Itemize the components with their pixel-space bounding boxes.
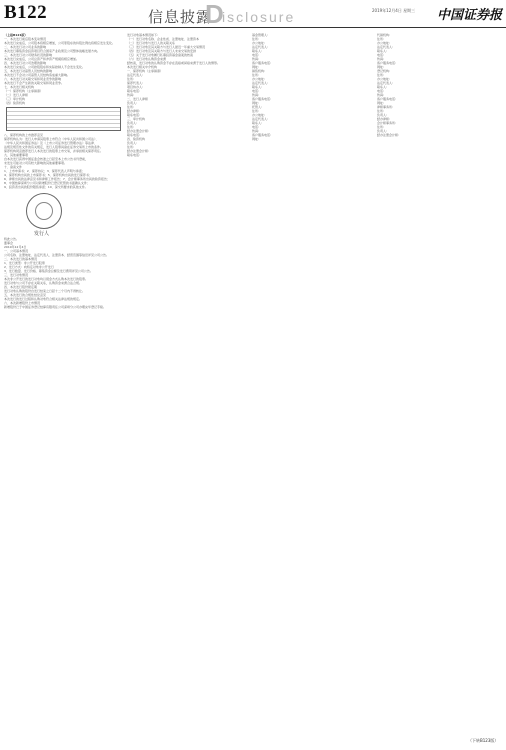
text-line: 托管人：	[252, 105, 265, 109]
text-line: 会计师事务所：	[377, 121, 399, 125]
text-line: 二、本次发行对公司业务的影响	[4, 45, 47, 49]
text-line: （一）保荐机构（主承销商）	[4, 89, 44, 93]
text-line: 住所：	[377, 109, 387, 113]
text-line: （六）发行对象认购资金来源	[127, 57, 167, 61]
section-title: 信息披露	[148, 8, 213, 26]
text-line: 联系人：	[252, 49, 265, 53]
text-line: 新增股份已于中国证券登记结算有限责任公司深圳分公司办理完毕登记手续。	[4, 305, 107, 309]
text-line: 联系人：	[252, 121, 265, 125]
text-line: 三、发行对象情况	[4, 273, 29, 277]
text-line: 法定代表人：	[252, 117, 271, 121]
text-line: 联系电话：	[127, 89, 143, 93]
page-header	[0, 0, 506, 28]
text-line: 客户服务电话：	[252, 133, 274, 137]
text-line: 传真：	[252, 93, 262, 97]
text-line: 住所：	[127, 77, 137, 81]
text-line: 联系电话：	[127, 153, 143, 157]
text-line: （四）发行对象及其关联方与发行人未来交易的安排	[127, 49, 197, 53]
continued-to-note: （下转B123版）	[468, 738, 499, 743]
text-line: 负责人：	[127, 141, 140, 145]
text-line: （三）发行对象及其关联方与发行人最近一年重大交易情况	[127, 45, 206, 49]
text-line: 电话：	[252, 89, 262, 93]
text-line: 1、发行类型：非公开发行股票	[4, 261, 45, 265]
text-line: 2019年12月4日	[4, 245, 27, 249]
text-line: 自本次发行获得中国证监会核准之日起至本上市公告书刊登前，	[4, 157, 89, 161]
text-line: （一）发行对象名称、企业性质、注册地址、注册资本	[127, 37, 200, 41]
text-line: （二）发行对象与发行人的关联关系	[127, 41, 176, 45]
text-line: 8、中国结算深圳分公司对新增股份已登记托管的书面确认文件；	[4, 181, 90, 185]
continued-from-note: （上接B121版）	[4, 33, 28, 37]
text-line: （二）发行人律师	[4, 93, 29, 97]
text-line: 6、律师出具的法律意见书和律师工作报告；7、会计师事务所出具的验资报告；	[4, 177, 110, 181]
text-line: 本次非公开发行的发行对象均以现金方式认购本次发行的股票。	[4, 277, 89, 281]
text-line: 十、备查文件	[4, 165, 23, 169]
text-line: 住所：	[127, 145, 137, 149]
text-line: 负责人：	[377, 113, 390, 117]
signature-label: 发行人	[34, 231, 50, 237]
text-line: 传真：	[252, 129, 262, 133]
text-line: 三、审计机构	[127, 117, 146, 121]
text-line: 一、本次发行前后股本变动情况	[4, 37, 47, 41]
text-line: 本次发行完成后，公司股本将相应增加，公司原股东的持股比例也将相应发生变化。	[4, 41, 116, 45]
text-line: 联系人：	[252, 85, 265, 89]
text-line: 2、发行方式：向特定对象非公开发行	[4, 265, 54, 269]
company-seal-stamp	[26, 193, 62, 229]
text-line: 客户服务电话：	[252, 61, 274, 65]
text-line: 经办注册会计师：	[127, 149, 152, 153]
column-1-text-c	[4, 237, 123, 309]
text-line: （三）审计机构	[4, 97, 26, 101]
text-line: 五、本次发行的合规性结论意见	[4, 293, 47, 297]
text-line: 办公地址：	[377, 41, 393, 45]
text-line: 住所：	[377, 125, 387, 129]
text-line: 电话：	[252, 53, 262, 57]
disclosure-table	[6, 107, 121, 131]
text-line: 保荐机构同意推荐发行人本次发行的股票上市交易，并承担相关保荐责任。	[4, 149, 104, 153]
text-line: 二、发行人律师	[127, 97, 149, 101]
text-line: 本次发行完成后，公司总资产和净资产规模将相应增加。	[4, 57, 80, 61]
text-line: 本次发行募集资金投资项目符合国家产业政策及公司整体战略发展方向。	[4, 49, 101, 53]
text-line: 保荐代表人：	[127, 81, 146, 85]
text-line: 销售机构：	[252, 69, 268, 73]
text-line: 发行对象认购的股份自发行结束之日起十二个月内不得转让。	[4, 289, 86, 293]
text-line: 发行对象与公司不存在关联关系，认购资金来源合法合规。	[4, 281, 83, 285]
column-1	[4, 33, 123, 737]
column-2	[127, 33, 248, 737]
text-line: 三、本次发行对公司财务状况的影响	[4, 53, 53, 57]
text-line: 办公地址：	[252, 77, 268, 81]
text-line: 本次发行的发行过程和认购对象符合相关法律法规的规定。	[4, 297, 83, 301]
text-line: 二、本次发行的基本情况	[4, 257, 38, 261]
text-line: 一、保荐机构（主承销商）	[127, 69, 164, 73]
newspaper-name: 中国证券报	[437, 8, 503, 23]
text-line: 客户服务电话：	[377, 97, 399, 101]
text-line: 住所：	[252, 109, 262, 113]
text-line: 电话：	[252, 125, 262, 129]
text-line: 基金管理人：	[252, 33, 271, 37]
text-line: 办公地址：	[252, 113, 268, 117]
text-line: 董事会	[4, 241, 14, 245]
text-line: 联系人：	[377, 49, 390, 53]
text-line: 《中华人民共和国证券法》及《上市公司证券发行管理办法》等法律、	[4, 141, 98, 145]
text-line: 联系人：	[377, 85, 390, 89]
text-line: 律师事务所：	[377, 105, 396, 109]
section-en-title: isclosure	[222, 9, 296, 25]
text-line: 住所：	[377, 73, 387, 77]
text-line: 经办律师：	[377, 117, 393, 121]
text-line: 本次发行相关中介机构	[127, 65, 158, 69]
text-line: 法定代表人：	[127, 73, 146, 77]
text-line: 网址：	[377, 65, 387, 69]
text-line: 住所：	[127, 125, 137, 129]
text-line: （四）验资机构	[4, 101, 26, 105]
text-line: 六、本次发行对关联交易和同业竞争的影响	[4, 77, 62, 81]
section-en-initial: D	[205, 0, 224, 29]
text-line: 传真：	[377, 57, 387, 61]
text-line: 九、其他重要事项	[4, 153, 29, 157]
text-line: 法定代表人：	[377, 45, 396, 49]
text-line: 住所：	[377, 37, 387, 41]
text-line: （五）关于发行对象履行私募投资基金备案的核查	[127, 53, 194, 57]
text-line: 9、投资者出具的股份限售承诺；10、深交所要求的其他文件。	[4, 185, 88, 189]
text-line: 住所：	[252, 37, 262, 41]
text-line: 网址：	[377, 101, 387, 105]
text-line: 经办律师：	[127, 109, 143, 113]
text-line: 负责人：	[377, 129, 390, 133]
text-line: 发行对象基本情况如下：	[127, 33, 161, 37]
text-line: 法规及规范性文件的有关规定，发行人股票具备在证券交易所上市的条件。	[4, 145, 104, 149]
issue-date: 2019年12月4日 星期三	[372, 8, 416, 13]
text-line: 负责人：	[127, 121, 140, 125]
text-line: 3、发行数量、发行价格、募集资金总额及发行费用详见公司公告。	[4, 269, 93, 273]
text-line: 公司名称、注册地址、法定代表人、注册资本、经营范围等信息详见公司公告。	[4, 253, 110, 257]
text-line: 负责人：	[127, 101, 140, 105]
text-line: 四、本次发行股份锁定期	[4, 285, 38, 289]
text-line: 一、公司基本情况	[4, 249, 29, 253]
text-line: 四、本次发行对公司治理的影响	[4, 61, 47, 65]
text-line: 七、本次发行相关机构	[4, 85, 35, 89]
text-line: 住所：	[127, 105, 137, 109]
text-line: 法定代表人：	[377, 81, 396, 85]
page-number: B122	[4, 2, 48, 23]
text-line: 保荐机构认为：发行人申请其股票上市符合《中华人民共和国公司法》、	[4, 137, 99, 141]
text-line: 经办注册会计师：	[377, 133, 402, 137]
text-line: 法定代表人：	[252, 81, 271, 85]
text-line: 经核查，发行对象的认购资金不存在直接或间接来源于发行人的情形。	[127, 61, 221, 65]
text-line: 六、本次新增股份上市情况	[4, 301, 41, 305]
column-1-text-b	[4, 133, 123, 189]
text-line: 住所：	[252, 73, 262, 77]
text-line: 1、上市申请书；2、保荐协议；3、保荐代表人声明与承诺；	[4, 169, 85, 173]
text-line: 网址：	[252, 101, 262, 105]
text-line: 传真：	[252, 57, 262, 61]
text-line: 项目协办人：	[127, 85, 146, 89]
column-3	[252, 33, 373, 737]
column-1-text-a	[4, 37, 123, 105]
text-line: 登记机构：	[377, 69, 393, 73]
text-line: 五、本次发行对高管人员结构的影响	[4, 69, 53, 73]
text-line: 联系电话：	[127, 133, 143, 137]
text-line: 网址：	[252, 65, 262, 69]
text-line: 客户服务电话：	[377, 61, 399, 65]
text-line: 经办注册会计师：	[127, 129, 152, 133]
text-line: 联系电话：	[127, 113, 143, 117]
text-line: 网址：	[252, 137, 262, 141]
text-line: 客户服务电话：	[252, 97, 274, 101]
text-line: 4、保荐机构出具的上市保荐书；5、保荐机构出具的发行保荐书；	[4, 173, 92, 177]
text-line: 本次发行不会产生新的关联交易和同业竞争。	[4, 81, 65, 85]
text-line: 特此公告。	[4, 237, 20, 241]
text-line: 未发生可能对公司有较大影响的其他重要事项。	[4, 161, 68, 165]
text-line: 法定代表人：	[252, 45, 271, 49]
text-line: 八、保荐机构的上市推荐意见	[4, 133, 44, 137]
text-line: 电话：	[377, 53, 387, 57]
column-4	[377, 33, 502, 737]
text-line: 代销机构：	[377, 33, 393, 37]
text-line: 传真：	[127, 93, 137, 97]
text-line: 电话：	[377, 89, 387, 93]
text-line: 传真：	[377, 93, 387, 97]
text-line: 本次发行完成后，公司控股股东和实际控制人不会发生变化。	[4, 65, 86, 69]
text-line: 本次发行不会对公司高管人员结构造成重大影响。	[4, 73, 71, 77]
text-line: 办公地址：	[377, 77, 393, 81]
text-line: 四、验资机构	[127, 137, 146, 141]
text-line: 办公地址：	[252, 41, 268, 45]
